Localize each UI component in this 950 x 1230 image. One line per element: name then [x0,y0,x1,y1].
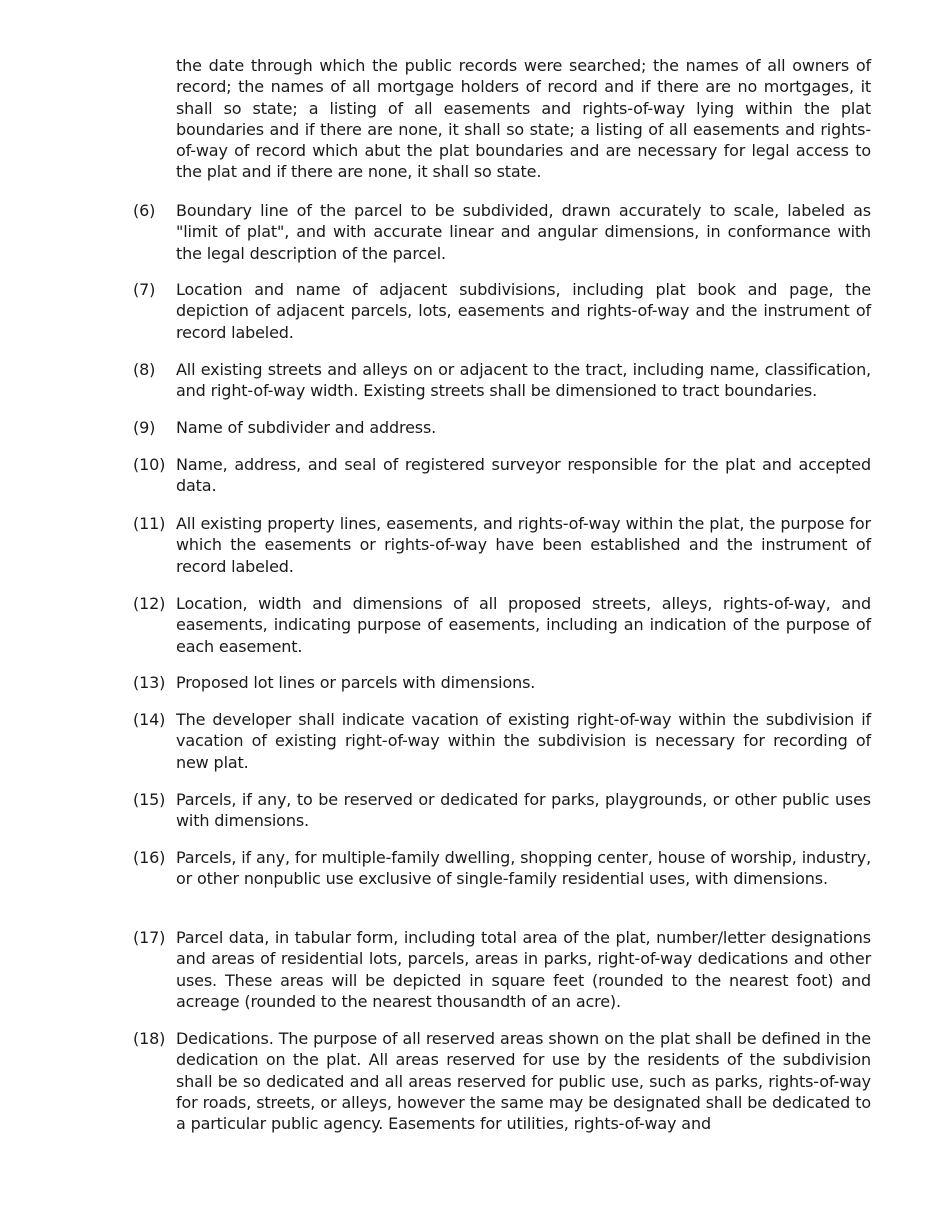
list-item-15 [133,789,871,832]
item-number: (15) [133,790,166,809]
item-text: Name, address, and seal of registered surveyor responsible for the plat and accepted data. [176,455,871,496]
list-item-9 [133,417,871,438]
item-number: (11) [133,514,166,533]
list-item-11 [133,513,871,577]
item-text: Dedications. The purpose of all reserved areas shown on the plat shall be defined in the dedication on the plat. All areas reserved for use by the residents of the subdivision shall be so dedicated and all areas reserved for public use, such as parks, rights-of-way for roads, streets, or alleys, however the same may be designated shall be dedicated to a particular public agency. Easements for utilities, rights-of-way and [176,1029,871,1134]
list-item-18 [133,1028,871,1134]
item-text: Location and name of adjacent subdivisions, including plat book and page, the depiction of adjacent parcels, lots, easements and rights-of-way and the instrument of record labeled. [176,280,871,342]
intro-paragraph: the date through which the public records were searched; the names of all owners of record; the names of all mortgage holders of record and if there are no mortgages, it shall so state; a listing of all easements and rights-of-way lying within the plat boundaries and if there are none, it shall so state; a listing of all easements and rights-of-way of record which abut the plat boundaries and are necessary for legal access to the plat and if there are none, it shall so state. [176,56,871,182]
list-item-10 [133,454,871,497]
list-item-14 [133,709,871,773]
item-number: (16) [133,848,166,867]
item-text: The developer shall indicate vacation of existing right-of-way within the subdivision if vacation of existing right-of-way within the subdivision is necessary for recording of new plat. [176,710,871,772]
item-text: Location, width and dimensions of all proposed streets, alleys, rights-of-way, and easements, indicating purpose of easements, including an indication of the purpose of each easement. [176,594,871,656]
item-text: Boundary line of the parcel to be subdivided, drawn accurately to scale, labeled as "limit of plat", and with accurate linear and angular dimensions, in conformance with the legal description of the parcel. [176,201,871,263]
item-number: (17) [133,928,166,947]
item-text: All existing streets and alleys on or adjacent to the tract, including name, classification, and right-of-way width. Existing streets shall be dimensioned to tract boundaries. [176,360,871,401]
item-text: Parcel data, in tabular form, including total area of the plat, number/letter designations and areas of residential lots, parcels, areas in parks, right-of-way dedications and other uses. These areas will be depicted in square feet (rounded to the nearest foot) and acreage (rounded to the nearest thousandth of an acre). [176,928,871,1011]
item-number: (13) [133,673,166,692]
list-item-12 [133,593,871,657]
list-item-7 [133,279,871,343]
item-number: (14) [133,710,166,729]
item-text: All existing property lines, easements, and rights-of-way within the plat, the purpose for which the easements or rights-of-way have been established and the instrument of record labeled. [176,514,871,576]
list-item-16 [133,847,871,890]
item-number: (12) [133,594,166,613]
item-number: (6) [133,201,156,220]
item-text: Parcels, if any, to be reserved or dedicated for parks, playgrounds, or other public uses with dimensions. [176,790,871,831]
item-text: Name of subdivider and address. [176,418,437,437]
list-item-17 [133,927,871,1012]
list-item-6 [133,200,871,264]
item-number: (18) [133,1029,166,1048]
item-number: (8) [133,360,156,379]
item-number: (7) [133,280,156,299]
item-number: (9) [133,418,156,437]
item-text: Proposed lot lines or parcels with dimensions. [176,673,536,692]
item-number: (10) [133,455,166,474]
list-item-8 [133,359,871,402]
item-text: Parcels, if any, for multiple-family dwelling, shopping center, house of worship, industry, or other nonpublic use exclusive of single-family residential uses, with dimensions. [176,848,871,889]
list-item-13 [133,672,871,693]
